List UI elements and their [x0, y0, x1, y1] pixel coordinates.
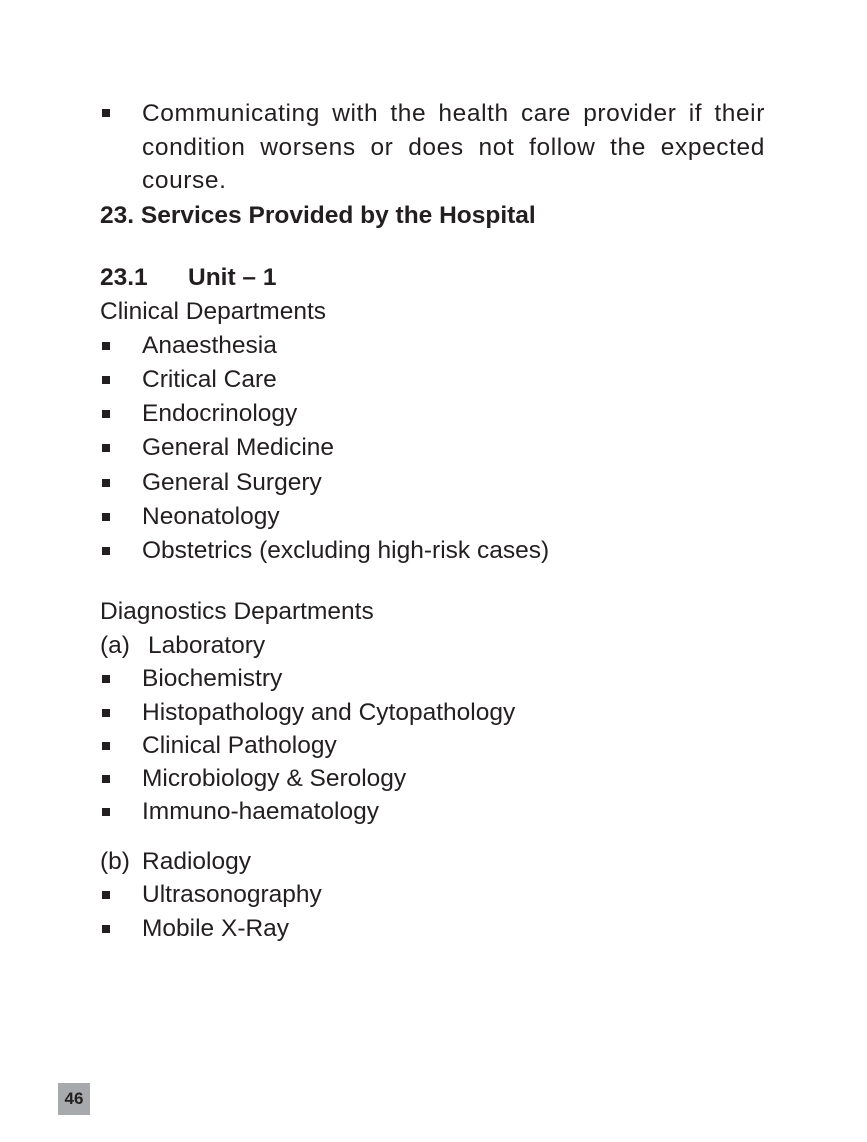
bullet-icon [102, 742, 110, 750]
subsection-number: 23.1 [100, 264, 148, 291]
clinical-item: Neonatology [142, 503, 280, 530]
diagnostics-heading: Diagnostics Departments [100, 598, 374, 625]
bullet-icon [102, 891, 110, 899]
bullet-icon [102, 109, 110, 117]
clinical-item: General Surgery [142, 469, 322, 496]
laboratory-item: Clinical Pathology [142, 732, 337, 759]
radiology-label: (b) [100, 848, 130, 875]
clinical-item: Obstetrics (excluding high-risk cases) [142, 537, 550, 564]
radiology-title: Radiology [142, 848, 251, 875]
laboratory-label: (a) [100, 632, 130, 659]
bullet-icon [102, 444, 110, 452]
laboratory-heading [100, 631, 265, 661]
section-number: 23. [100, 202, 135, 229]
bullet-icon [102, 547, 110, 555]
bullet-icon [102, 808, 110, 816]
bullet-icon [102, 342, 110, 350]
radiology-item: Ultrasonography [142, 881, 322, 908]
clinical-heading: Clinical Departments [100, 298, 327, 325]
bullet-icon [102, 675, 110, 683]
section-heading [100, 201, 536, 231]
clinical-item: Endocrinology [142, 400, 298, 427]
laboratory-item: Microbiology & Serology [142, 765, 407, 792]
laboratory-title: Laboratory [148, 632, 266, 659]
intro-bullet-text: Communicating with the health care provider if their condition worsens or does not follow the expected course. [142, 100, 765, 194]
bullet-icon [102, 479, 110, 487]
subsection-heading [100, 263, 277, 293]
section-title: Services Provided by the Hospital [140, 202, 536, 229]
bullet-icon [102, 775, 110, 783]
radiology-heading [100, 847, 251, 877]
subsection-title: Unit – 1 [188, 264, 277, 291]
bullet-icon [102, 376, 110, 384]
clinical-item: Critical Care [142, 366, 277, 393]
bullet-icon [102, 709, 110, 717]
laboratory-item: Histopathology and Cytopathology [142, 699, 516, 726]
bullet-icon [102, 925, 110, 933]
page-number: 46 [58, 1083, 90, 1115]
laboratory-item: Immuno-haematology [142, 798, 379, 825]
bullet-icon [102, 410, 110, 418]
radiology-item: Mobile X-Ray [142, 915, 290, 942]
clinical-item: General Medicine [142, 434, 335, 461]
laboratory-item: Biochemistry [142, 665, 283, 692]
bullet-icon [102, 513, 110, 521]
clinical-item: Anaesthesia [142, 332, 277, 359]
